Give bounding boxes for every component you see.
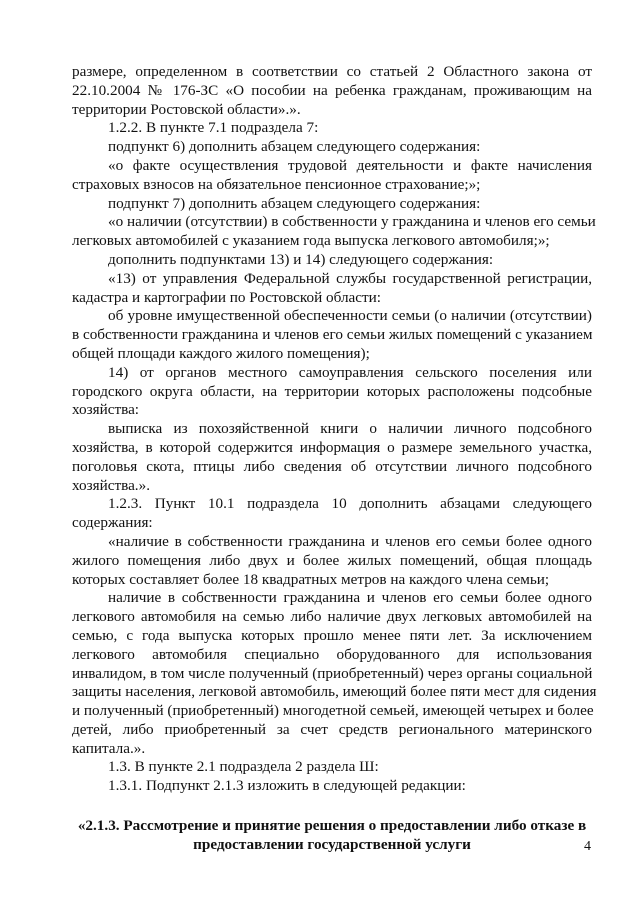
text-line: дополнить подпунктами 13) и 14) следующего содержания: bbox=[108, 250, 494, 268]
text-line: об уровне имущественной обеспеченности семьи (о наличии (отсутствии) bbox=[108, 307, 592, 325]
text-line: 22.10.2004 № 176-ЗС «О пособии на ребенка гражданам, проживающим на bbox=[72, 81, 592, 99]
text-line: городского округа области, на территории которых расположены подсобные bbox=[72, 382, 592, 400]
text-line: подпункт 6) дополнить абзацем следующего содержания: bbox=[108, 138, 481, 156]
page-number: 4 bbox=[584, 839, 591, 854]
text-line: «о факте осуществления трудовой деятельности и факте начисления bbox=[108, 156, 592, 174]
text-line: жилого помещения либо двух и более жилых помещений, общая площадь bbox=[72, 551, 592, 569]
text-line: территории Ростовской области».». bbox=[72, 100, 301, 118]
section-heading-line-2: предоставлении государственной услуги bbox=[193, 836, 471, 854]
text-line: страховых взносов на обязательное пенсионное страхование;»; bbox=[72, 175, 481, 193]
text-line: «13) от управления Федеральной службы государственной регистрации, bbox=[108, 269, 592, 287]
text-line: хозяйства.». bbox=[72, 476, 150, 494]
text-line: легковых автомобилей с указанием года выпуска легкового автомобиля;»; bbox=[72, 232, 550, 250]
text-line: подпункт 7) дополнить абзацем следующего содержания: bbox=[108, 194, 481, 212]
section-gap bbox=[72, 796, 592, 816]
text-line: хозяйства: bbox=[72, 401, 140, 419]
text-line: «о наличии (отсутствии) в собственности у гражданина и членов его семьи bbox=[108, 213, 596, 231]
text-line: наличие в собственности гражданина и членов его семьи более одного bbox=[108, 589, 592, 607]
text-line: хозяйства, в которой содержится информация о размере земельного участка, bbox=[72, 438, 592, 456]
section-heading-line-1: «2.1.3. Рассмотрение и принятие решения о предоставлении либо отказе в bbox=[77, 817, 587, 835]
text-line: в собственности гражданина и членов его семьи жилых помещений с указанием bbox=[72, 326, 593, 344]
text-line: защиты населения, легковой автомобиль, имеющий более пяти мест для сидения bbox=[72, 683, 597, 701]
text-line: капитала.». bbox=[72, 739, 146, 757]
text-line: содержания: bbox=[72, 514, 153, 532]
text-line: «наличие в собственности гражданина и членов его семьи более одного bbox=[108, 532, 592, 550]
paragraph-lines bbox=[72, 63, 597, 796]
text-line: которых составляет более 18 квадратных метров на каждого члена семьи; bbox=[72, 570, 550, 588]
text-line: выписка из похозяйственной книги о наличии личного подсобного bbox=[108, 420, 592, 438]
text-line: и полученный (приобретенный) многодетной семьей, имеющей четырех и более bbox=[72, 702, 594, 720]
text-line: кадастра и картографии по Ростовской области: bbox=[72, 288, 382, 306]
text-line: легкового автомобиля на семью либо наличие двух легковых автомобилей на bbox=[72, 608, 592, 626]
text-line: детей, либо приобретенный за счет средств регионального материнского bbox=[72, 720, 592, 738]
text-line: общей площади каждого жилого помещения); bbox=[72, 344, 370, 362]
text-line: легкового автомобиля специально оборудованного для использования bbox=[72, 645, 592, 663]
text-line: 1.2.3. Пункт 10.1 подраздела 10 дополнить абзацами следующего bbox=[108, 495, 592, 513]
text-line: поголовья скота, птицы либо сведения об отсутствии личного подсобного bbox=[72, 457, 592, 475]
section-heading bbox=[72, 816, 592, 854]
document-body bbox=[72, 63, 597, 854]
text-line: 1.3. В пункте 2.1 подраздела 2 раздела Ш: bbox=[108, 758, 379, 776]
text-line: размере, определенном в соответствии со статьей 2 Областного закона от bbox=[72, 63, 592, 80]
text-line: семью, с года выпуска которых прошло менее пяти лет. За исключением bbox=[72, 626, 592, 644]
text-line: 1.2.2. В пункте 7.1 подраздела 7: bbox=[108, 119, 319, 137]
text-line: инвалидом, в том числе полученный (приобретенный) через органы социальной bbox=[72, 664, 593, 682]
text-line: 1.3.1. Подпункт 2.1.3 изложить в следующей редакции: bbox=[108, 777, 466, 795]
text-line: 14) от органов местного самоуправления сельского поселения или bbox=[108, 363, 592, 381]
